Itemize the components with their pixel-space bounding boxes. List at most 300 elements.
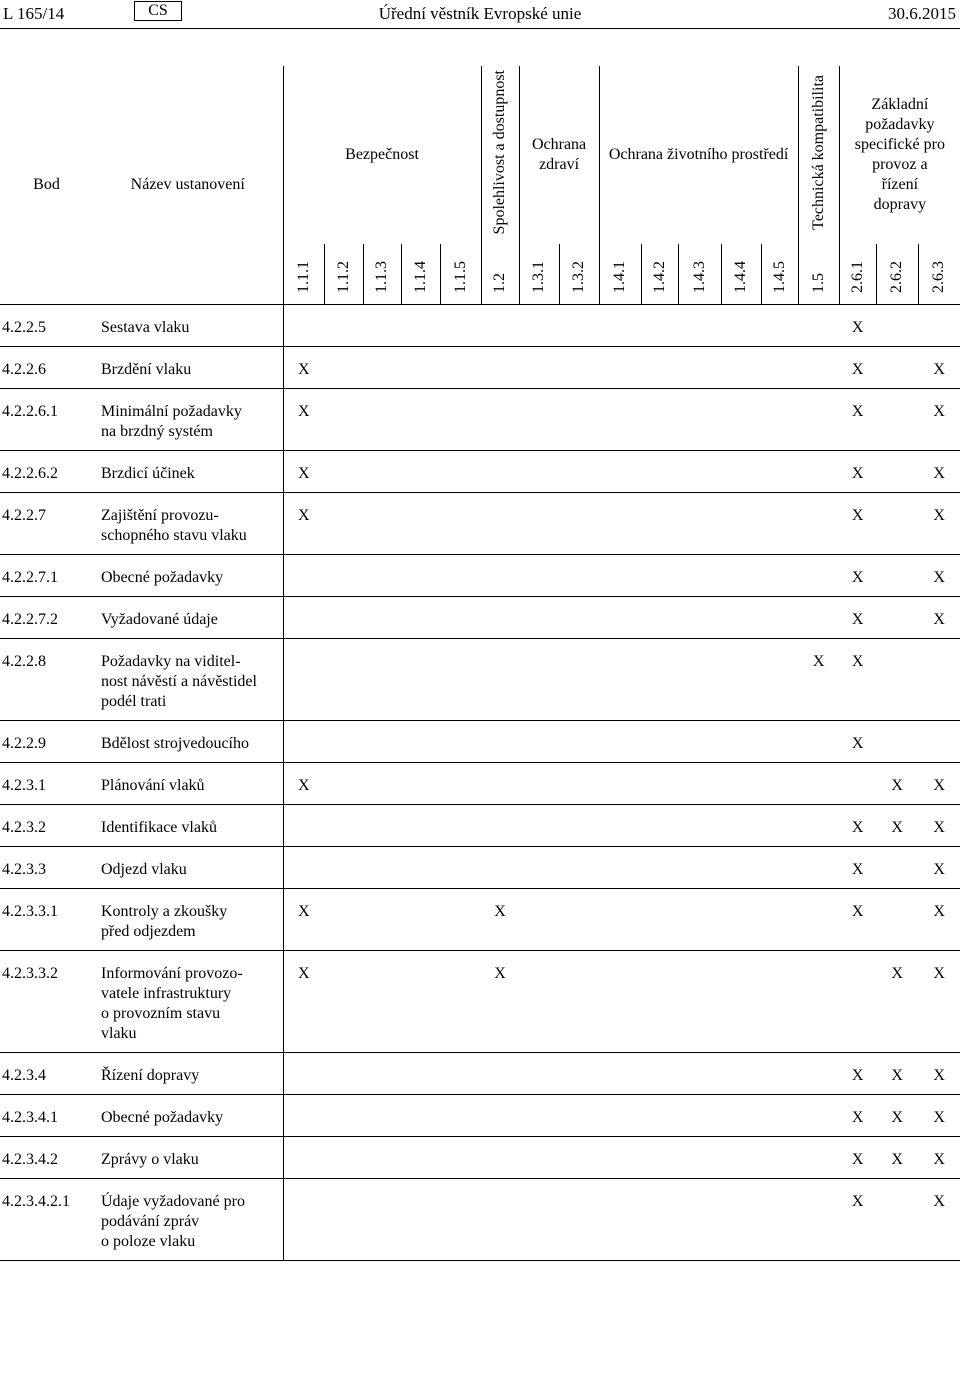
group-header-4 — [599, 66, 798, 244]
row-name: Obecné požadavky — [93, 555, 283, 597]
sub-column-header — [678, 244, 721, 305]
row-mark — [283, 1179, 324, 1261]
row-mark — [519, 1095, 559, 1137]
row-mark — [559, 951, 599, 1053]
row-mark: X — [839, 1095, 876, 1137]
sub-column-label: 1.1.5 — [451, 261, 469, 293]
row-mark — [721, 889, 761, 951]
row-mark — [876, 1179, 918, 1261]
row-name: Odjezd vlaku — [93, 847, 283, 889]
row-mark — [283, 847, 324, 889]
row-mark — [761, 951, 798, 1053]
group-header-2 — [481, 66, 519, 244]
sub-column-header — [641, 244, 678, 305]
row-mark — [761, 1137, 798, 1179]
row-mark — [440, 555, 481, 597]
sub-column-header — [401, 244, 440, 305]
row-mark — [324, 889, 363, 951]
row-mark: X — [283, 389, 324, 451]
row-mark — [363, 305, 401, 347]
row-mark: X — [839, 389, 876, 451]
row-mark — [798, 763, 839, 805]
row-mark — [678, 597, 721, 639]
sub-column-label: 1.5 — [809, 273, 827, 293]
row-mark — [559, 451, 599, 493]
sub-column-label: 1.3.1 — [530, 261, 548, 293]
row-mark — [599, 493, 641, 555]
row-mark — [283, 721, 324, 763]
row-mark: X — [918, 597, 960, 639]
row-code: 4.2.2.6 — [0, 347, 93, 389]
row-mark — [678, 763, 721, 805]
row-mark — [918, 721, 960, 763]
row-mark — [440, 889, 481, 951]
row-mark — [798, 1179, 839, 1261]
row-mark — [519, 889, 559, 951]
row-mark — [363, 847, 401, 889]
row-mark — [761, 347, 798, 389]
row-mark — [481, 305, 519, 347]
row-mark — [440, 1137, 481, 1179]
row-mark — [363, 951, 401, 1053]
row-mark — [481, 721, 519, 763]
row-mark — [481, 1053, 519, 1095]
row-mark — [876, 389, 918, 451]
row-mark — [678, 805, 721, 847]
row-mark — [401, 763, 440, 805]
row-code: 4.2.3.4.2.1 — [0, 1179, 93, 1261]
row-mark — [721, 951, 761, 1053]
row-mark — [721, 1095, 761, 1137]
row-name: Informování provozo- vatele infrastruktury o provozním stavu vlaku — [93, 951, 283, 1053]
table-row — [0, 1137, 960, 1179]
row-mark — [721, 555, 761, 597]
row-mark — [559, 639, 599, 721]
row-mark — [876, 889, 918, 951]
row-mark — [481, 389, 519, 451]
row-mark: X — [876, 763, 918, 805]
row-mark: X — [283, 763, 324, 805]
row-mark — [678, 347, 721, 389]
row-mark — [401, 389, 440, 451]
table-row — [0, 389, 960, 451]
row-mark: X — [839, 451, 876, 493]
row-mark: X — [918, 951, 960, 1053]
group-header-5 — [798, 66, 839, 244]
column-header-name: Název ustanovení — [93, 66, 283, 305]
row-mark — [599, 763, 641, 805]
group-header-1 — [283, 66, 481, 244]
publication-date: 30.6.2015 — [888, 4, 956, 23]
row-mark — [876, 347, 918, 389]
row-mark — [440, 1179, 481, 1261]
row-mark — [324, 1137, 363, 1179]
row-mark — [876, 451, 918, 493]
row-mark — [599, 1137, 641, 1179]
row-mark — [599, 597, 641, 639]
row-mark — [401, 639, 440, 721]
row-mark: X — [481, 889, 519, 951]
row-mark — [678, 1095, 721, 1137]
row-mark — [401, 597, 440, 639]
table-row — [0, 597, 960, 639]
group-header-label: Základní požadavky specifické pro provoz a řízení dopravy — [854, 96, 945, 213]
row-mark: X — [918, 805, 960, 847]
row-mark — [641, 805, 678, 847]
row-mark — [918, 305, 960, 347]
row-mark: X — [876, 1053, 918, 1095]
table-row — [0, 721, 960, 763]
row-mark — [761, 555, 798, 597]
row-mark — [721, 493, 761, 555]
row-code: 4.2.3.4.2 — [0, 1137, 93, 1179]
row-mark — [798, 1137, 839, 1179]
row-mark — [324, 847, 363, 889]
row-mark — [599, 951, 641, 1053]
row-mark — [481, 805, 519, 847]
row-mark — [519, 847, 559, 889]
row-mark — [798, 389, 839, 451]
row-mark — [599, 889, 641, 951]
row-mark — [481, 347, 519, 389]
row-mark — [401, 805, 440, 847]
row-mark: X — [839, 347, 876, 389]
row-code: 4.2.3.4 — [0, 1053, 93, 1095]
row-mark: X — [283, 493, 324, 555]
row-mark — [363, 1095, 401, 1137]
row-mark: X — [283, 451, 324, 493]
sub-column-label: 2.6.3 — [930, 261, 948, 293]
row-mark — [519, 805, 559, 847]
row-code: 4.2.3.4.1 — [0, 1095, 93, 1137]
row-mark — [641, 1179, 678, 1261]
row-mark — [519, 1137, 559, 1179]
row-mark — [363, 597, 401, 639]
row-mark — [401, 555, 440, 597]
row-mark — [641, 555, 678, 597]
row-mark — [761, 847, 798, 889]
row-name: Plánování vlaků — [93, 763, 283, 805]
sub-column-header — [559, 244, 599, 305]
row-mark — [599, 389, 641, 451]
sub-column-header — [519, 244, 559, 305]
row-mark — [363, 389, 401, 451]
row-code: 4.2.2.8 — [0, 639, 93, 721]
row-mark — [481, 493, 519, 555]
row-name: Brzdění vlaku — [93, 347, 283, 389]
row-mark — [559, 1137, 599, 1179]
row-mark — [678, 1179, 721, 1261]
row-name: Kontroly a zkoušky před odjezdem — [93, 889, 283, 951]
row-mark — [481, 763, 519, 805]
row-mark — [324, 763, 363, 805]
row-mark — [363, 1053, 401, 1095]
row-mark — [559, 763, 599, 805]
row-mark — [559, 1095, 599, 1137]
row-mark — [839, 763, 876, 805]
row-mark — [324, 1095, 363, 1137]
row-mark — [481, 1095, 519, 1137]
row-mark — [559, 721, 599, 763]
row-code: 4.2.2.7.1 — [0, 555, 93, 597]
row-code: 4.2.2.6.1 — [0, 389, 93, 451]
row-mark — [678, 639, 721, 721]
row-name: Údaje vyžadované pro podávání zpráv o poloze vlaku — [93, 1179, 283, 1261]
row-mark: X — [918, 493, 960, 555]
row-mark — [678, 889, 721, 951]
row-mark — [559, 493, 599, 555]
row-mark: X — [839, 555, 876, 597]
row-mark: X — [839, 1137, 876, 1179]
row-name: Obecné požadavky — [93, 1095, 283, 1137]
row-mark — [440, 305, 481, 347]
row-mark — [721, 451, 761, 493]
row-mark — [721, 1137, 761, 1179]
row-mark: X — [839, 305, 876, 347]
sub-column-label: 1.1.4 — [411, 261, 429, 293]
table-row — [0, 1179, 960, 1261]
row-mark: X — [918, 347, 960, 389]
sub-column-label: 1.4.4 — [732, 261, 750, 293]
group-header-label: Ochrana zdraví — [531, 136, 587, 173]
row-mark — [599, 451, 641, 493]
row-mark — [481, 1137, 519, 1179]
row-mark — [519, 721, 559, 763]
row-mark — [599, 347, 641, 389]
row-mark: X — [918, 1137, 960, 1179]
row-mark — [324, 597, 363, 639]
row-name: Identifikace vlaků — [93, 805, 283, 847]
row-mark — [678, 389, 721, 451]
row-mark — [324, 639, 363, 721]
row-mark — [283, 555, 324, 597]
row-mark — [721, 805, 761, 847]
sub-column-header — [283, 244, 324, 305]
row-mark — [721, 721, 761, 763]
row-code: 4.2.2.5 — [0, 305, 93, 347]
row-mark — [721, 347, 761, 389]
row-mark — [283, 1053, 324, 1095]
row-mark — [761, 1179, 798, 1261]
row-mark: X — [918, 389, 960, 451]
column-header-bod: Bod — [0, 66, 93, 305]
row-mark — [481, 597, 519, 639]
row-mark — [641, 1095, 678, 1137]
table-row — [0, 451, 960, 493]
row-mark — [363, 555, 401, 597]
row-mark — [440, 1053, 481, 1095]
row-code: 4.2.3.3 — [0, 847, 93, 889]
sub-column-label: 1.1.2 — [334, 261, 352, 293]
row-mark — [761, 639, 798, 721]
row-mark — [481, 451, 519, 493]
row-mark — [641, 389, 678, 451]
row-mark — [559, 597, 599, 639]
row-mark — [761, 389, 798, 451]
row-mark — [440, 847, 481, 889]
row-mark — [876, 305, 918, 347]
row-mark: X — [839, 597, 876, 639]
row-mark — [761, 1053, 798, 1095]
row-mark — [363, 721, 401, 763]
row-mark — [283, 805, 324, 847]
row-mark — [641, 721, 678, 763]
row-mark — [324, 347, 363, 389]
row-mark — [798, 1053, 839, 1095]
sub-column-header — [440, 244, 481, 305]
row-code: 4.2.3.2 — [0, 805, 93, 847]
row-mark — [761, 451, 798, 493]
row-mark — [401, 889, 440, 951]
row-mark: X — [283, 951, 324, 1053]
table-row — [0, 1053, 960, 1095]
row-mark: X — [839, 847, 876, 889]
sub-column-label: 1.4.2 — [650, 261, 668, 293]
row-mark — [721, 305, 761, 347]
row-mark — [641, 1137, 678, 1179]
row-mark — [678, 1053, 721, 1095]
row-mark — [641, 597, 678, 639]
row-mark — [599, 847, 641, 889]
row-name: Sestava vlaku — [93, 305, 283, 347]
row-mark — [839, 951, 876, 1053]
row-mark — [876, 721, 918, 763]
row-mark: X — [839, 639, 876, 721]
row-mark — [876, 597, 918, 639]
sub-column-label: 2.6.2 — [888, 261, 906, 293]
row-mark — [599, 305, 641, 347]
row-mark — [324, 1053, 363, 1095]
row-mark — [721, 1179, 761, 1261]
sub-column-label: 1.3.2 — [570, 261, 588, 293]
table-row — [0, 493, 960, 555]
row-mark — [363, 1137, 401, 1179]
row-mark — [678, 305, 721, 347]
row-mark — [440, 805, 481, 847]
row-mark — [761, 805, 798, 847]
table-row — [0, 763, 960, 805]
row-mark — [440, 451, 481, 493]
row-mark — [481, 847, 519, 889]
sub-column-header — [876, 244, 918, 305]
row-mark — [519, 451, 559, 493]
row-mark — [401, 1179, 440, 1261]
row-name: Brzdicí účinek — [93, 451, 283, 493]
row-mark — [641, 451, 678, 493]
row-mark: X — [918, 847, 960, 889]
row-mark — [761, 493, 798, 555]
row-mark — [641, 889, 678, 951]
row-mark — [440, 763, 481, 805]
group-header-label: Technická kompatibilita — [809, 74, 827, 230]
row-mark — [559, 805, 599, 847]
row-mark — [798, 889, 839, 951]
row-mark — [559, 555, 599, 597]
sub-column-label: 1.4.1 — [611, 261, 629, 293]
row-name: Vyžadované údaje — [93, 597, 283, 639]
table-row — [0, 555, 960, 597]
row-mark — [440, 721, 481, 763]
row-mark — [641, 847, 678, 889]
row-mark — [599, 1053, 641, 1095]
sub-column-label: 1.1.3 — [373, 261, 390, 293]
row-mark — [363, 1179, 401, 1261]
row-mark — [761, 597, 798, 639]
language-badge: CS — [134, 1, 182, 21]
row-code: 4.2.3.1 — [0, 763, 93, 805]
sub-column-label: 1.4.3 — [690, 261, 708, 293]
table-row — [0, 305, 960, 347]
row-mark — [519, 597, 559, 639]
row-mark — [440, 389, 481, 451]
row-mark — [798, 347, 839, 389]
row-mark — [324, 805, 363, 847]
row-mark — [559, 347, 599, 389]
journal-title: Úřední věstník Evropské unie — [378, 4, 582, 23]
sub-column-header — [721, 244, 761, 305]
row-mark — [363, 347, 401, 389]
row-mark — [798, 305, 839, 347]
row-mark — [918, 639, 960, 721]
row-mark — [440, 951, 481, 1053]
row-mark: X — [798, 639, 839, 721]
row-mark — [519, 1179, 559, 1261]
row-mark — [599, 721, 641, 763]
journal-reference: L 165/14 — [3, 4, 65, 23]
row-mark — [283, 1095, 324, 1137]
row-code: 4.2.3.3.1 — [0, 889, 93, 951]
row-mark — [678, 847, 721, 889]
row-mark — [324, 389, 363, 451]
row-mark — [798, 847, 839, 889]
table-row — [0, 1095, 960, 1137]
row-name: Řízení dopravy — [93, 1053, 283, 1095]
row-mark — [440, 493, 481, 555]
row-mark — [401, 1053, 440, 1095]
row-mark — [559, 847, 599, 889]
row-mark — [798, 597, 839, 639]
row-mark: X — [839, 721, 876, 763]
row-mark — [761, 721, 798, 763]
row-mark — [641, 1053, 678, 1095]
row-mark — [481, 555, 519, 597]
row-mark — [761, 1095, 798, 1137]
row-mark — [761, 305, 798, 347]
row-mark — [678, 951, 721, 1053]
row-mark — [363, 889, 401, 951]
row-mark: X — [918, 555, 960, 597]
row-mark — [559, 305, 599, 347]
row-mark — [721, 847, 761, 889]
header-rule — [0, 28, 960, 29]
row-mark — [519, 493, 559, 555]
row-code: 4.2.2.7 — [0, 493, 93, 555]
row-mark — [481, 1179, 519, 1261]
row-mark: X — [876, 1095, 918, 1137]
sub-column-header — [599, 244, 641, 305]
row-name: Minimální požadavky na brzdný systém — [93, 389, 283, 451]
table-row — [0, 889, 960, 951]
row-mark — [721, 1053, 761, 1095]
group-header-label: Spolehlivost a dostupnost — [491, 69, 509, 235]
row-mark — [641, 493, 678, 555]
row-mark — [519, 951, 559, 1053]
row-mark — [324, 721, 363, 763]
row-mark: X — [876, 1137, 918, 1179]
row-mark — [519, 389, 559, 451]
row-mark — [519, 639, 559, 721]
row-mark — [519, 305, 559, 347]
